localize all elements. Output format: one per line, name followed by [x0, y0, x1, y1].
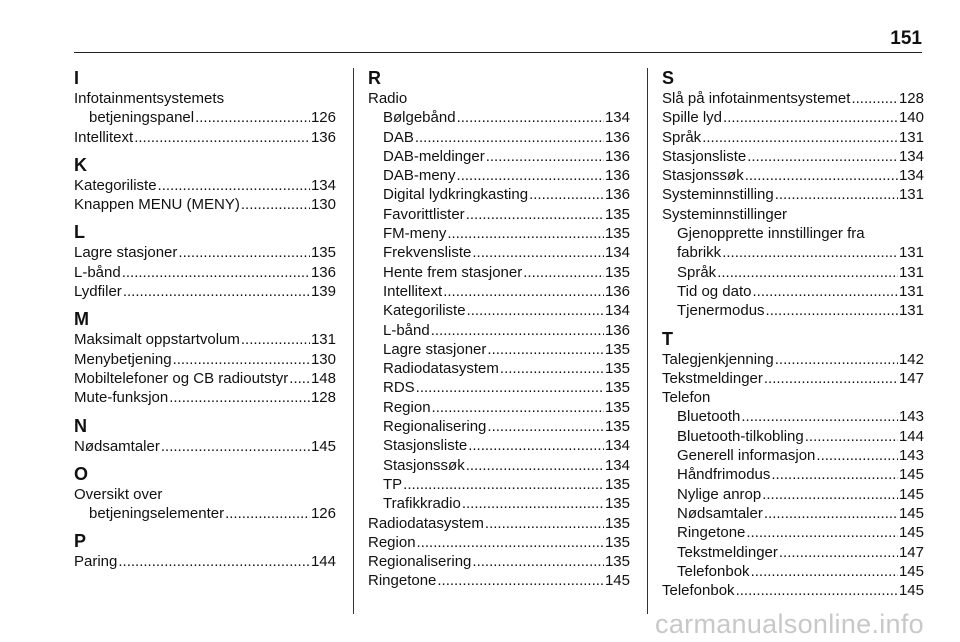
entry-term: L-bånd: [74, 263, 121, 281]
entry-term: TP: [383, 475, 403, 493]
index-entry[interactable]: [74, 437, 336, 456]
entry-term: Tid og dato: [677, 282, 752, 300]
index-heading: Oversikt over: [74, 485, 163, 503]
index-heading: Radio: [368, 90, 408, 107]
index-subentry[interactable]: [662, 427, 924, 446]
entry-term: DAB-meny: [383, 167, 456, 185]
entry-page-number: 143: [898, 408, 924, 426]
dot-leader: [702, 128, 898, 147]
index-subentry[interactable]: [368, 359, 630, 378]
entry-page-number: 131: [898, 263, 924, 281]
index-letter-heading: T: [662, 328, 673, 349]
dot-leader: [122, 263, 310, 282]
entry-term: DAB: [383, 128, 414, 146]
index-entry[interactable]: [74, 282, 336, 301]
dot-leader: [195, 108, 310, 127]
dot-leader: [741, 407, 898, 426]
index-entry[interactable]: [662, 581, 924, 600]
index-entry[interactable]: [74, 243, 336, 262]
dot-leader: [723, 108, 898, 127]
index-subheading: Gjenopprette innstillinger fra: [677, 225, 865, 243]
entry-term: Generell informasjon: [677, 447, 816, 465]
entry-page-number: 128: [898, 90, 924, 107]
entry-term: Nødsamtaler: [74, 437, 160, 455]
entry-term: Digital lydkringkasting: [383, 186, 529, 204]
index-heading: Infotainmentsystemets: [74, 90, 225, 107]
index-entry[interactable]: [368, 552, 630, 571]
dot-leader: [467, 301, 604, 320]
dot-leader: [775, 350, 898, 369]
entry-term: Telefonbok: [662, 582, 735, 600]
entry-term: Lydfiler: [74, 283, 122, 301]
dot-leader: [500, 359, 604, 378]
entry-term: Intellitext: [74, 128, 134, 146]
column-divider: [647, 68, 648, 614]
index-subentry[interactable]: [74, 108, 336, 127]
index-entry[interactable]: [662, 128, 924, 147]
index-letter-heading: L: [74, 222, 85, 243]
entry-term: Bluetooth-tilkobling: [677, 427, 804, 445]
entry-page-number: 145: [898, 562, 924, 580]
dot-leader: [169, 388, 310, 407]
entry-term: Bølgebånd: [383, 109, 456, 127]
dot-leader: [487, 340, 604, 359]
dot-leader: [816, 446, 898, 465]
index-subentry[interactable]: [662, 485, 924, 504]
index-heading: Systeminnstillinger: [662, 205, 788, 223]
entry-page-number: 135: [604, 475, 630, 493]
index-subentry[interactable]: [74, 504, 336, 523]
entry-page-number: 131: [898, 244, 924, 262]
index-entry[interactable]: [74, 350, 336, 369]
index-subentry[interactable]: [368, 263, 630, 282]
entry-page-number: 130: [310, 196, 336, 214]
index-entry[interactable]: [74, 128, 336, 147]
index-subentry[interactable]: [368, 301, 630, 320]
entry-page-number: 144: [310, 553, 336, 571]
entry-term: Hente frem stasjoner: [383, 263, 523, 281]
entry-term: RDS: [383, 379, 415, 397]
dot-leader: [173, 350, 310, 369]
index-letter-heading: S: [662, 68, 675, 88]
entry-term: Radiodatasystem: [383, 360, 499, 378]
entry-term: Menybetjening: [74, 350, 172, 368]
dot-leader: [717, 263, 898, 282]
entry-page-number: 136: [604, 147, 630, 165]
index-letter-heading: I: [74, 68, 80, 88]
entry-page-number: 135: [604, 379, 630, 397]
entry-page-number: 135: [604, 340, 630, 358]
index-entry[interactable]: [74, 388, 336, 407]
entry-page-number: 131: [898, 128, 924, 146]
index-entry[interactable]: [662, 108, 924, 127]
dot-leader: [747, 147, 898, 166]
index-entry[interactable]: [368, 514, 630, 533]
entry-page-number: 126: [310, 505, 336, 523]
entry-page-number: 135: [604, 263, 630, 281]
dot-leader: [486, 147, 604, 166]
entry-page-number: 142: [898, 350, 924, 368]
entry-page-number: 143: [898, 447, 924, 465]
column-divider: [353, 68, 354, 614]
entry-term: Knappen MENU (MENY): [74, 196, 240, 214]
entry-page-number: 134: [604, 456, 630, 474]
index-entry[interactable]: [662, 350, 924, 369]
dot-leader: [225, 504, 310, 523]
index-entry[interactable]: [662, 147, 924, 166]
entry-page-number: 136: [604, 128, 630, 146]
entry-page-number: 135: [310, 244, 336, 262]
index-subentry[interactable]: [368, 185, 630, 204]
entry-term: Favorittlister: [383, 205, 465, 223]
entry-page-number: 136: [604, 321, 630, 339]
entry-term: Telefonbok: [677, 562, 750, 580]
entry-term: Tekstmeldinger: [662, 369, 763, 387]
entry-term: Tjenermodus: [677, 302, 765, 320]
entry-page-number: 135: [604, 360, 630, 378]
entry-page-number: 131: [898, 282, 924, 300]
dot-leader: [523, 263, 604, 282]
index-subentry[interactable]: [368, 398, 630, 417]
entry-term: Systeminnstilling: [662, 186, 774, 204]
index-subentry[interactable]: [368, 205, 630, 224]
dot-leader: [487, 417, 604, 436]
dot-leader: [722, 243, 898, 262]
dot-leader: [417, 533, 604, 552]
dot-leader: [415, 128, 604, 147]
entry-page-number: 136: [604, 282, 630, 300]
dot-leader: [771, 465, 898, 484]
index-subentry[interactable]: [368, 166, 630, 185]
entry-term: Stasjonsliste: [383, 437, 468, 455]
entry-page-number: 144: [898, 427, 924, 445]
entry-page-number: 135: [604, 553, 630, 571]
entry-page-number: 135: [604, 205, 630, 223]
watermark: carmanualsonline.info: [655, 609, 924, 639]
dot-leader: [161, 437, 310, 456]
entry-term: Tekstmeldinger: [677, 543, 778, 561]
entry-page-number: 130: [310, 350, 336, 368]
entry-term: Språk: [662, 128, 702, 146]
dot-leader: [289, 369, 310, 388]
dot-leader: [447, 224, 604, 243]
entry-page-number: 135: [604, 533, 630, 551]
entry-page-number: 145: [310, 437, 336, 455]
index-entry[interactable]: [74, 552, 336, 571]
entry-page-number: 136: [310, 128, 336, 146]
dot-leader: [751, 562, 898, 581]
entry-page-number: 140: [898, 109, 924, 127]
dot-leader: [736, 581, 898, 600]
dot-leader: [466, 456, 604, 475]
dot-leader: [851, 89, 898, 108]
entry-term: Ringetone: [677, 524, 746, 542]
entry-page-number: 136: [604, 186, 630, 204]
index-subentry[interactable]: [368, 147, 630, 166]
index-subentry[interactable]: [662, 465, 924, 484]
index-subentry[interactable]: [662, 407, 924, 426]
index-subentry[interactable]: [368, 224, 630, 243]
index-entry[interactable]: [74, 195, 336, 214]
index-subentry[interactable]: [368, 243, 630, 262]
index-entry[interactable]: [662, 89, 924, 108]
entry-term: Region: [383, 398, 431, 416]
index-subentry[interactable]: [662, 523, 924, 542]
entry-term: Mute-funksjon: [74, 389, 169, 407]
entry-page-number: 135: [604, 225, 630, 243]
entry-page-number: 139: [310, 283, 336, 301]
dot-leader: [457, 108, 604, 127]
dot-leader: [762, 485, 898, 504]
index-letter-heading: N: [74, 415, 87, 436]
dot-leader: [123, 282, 310, 301]
dot-leader: [431, 321, 604, 340]
dot-leader: [764, 369, 898, 388]
entry-term: Slå på infotainmentsystemet: [662, 90, 851, 107]
index-entry[interactable]: [368, 571, 630, 590]
index-entry[interactable]: [74, 369, 336, 388]
dot-leader: [443, 282, 604, 301]
dot-leader: [468, 436, 604, 455]
dot-leader: [462, 494, 604, 513]
entry-page-number: 134: [898, 147, 924, 165]
dot-leader: [466, 205, 604, 224]
entry-page-number: 134: [604, 302, 630, 320]
index-subentry[interactable]: [368, 494, 630, 513]
dot-leader: [766, 301, 898, 320]
entry-page-number: 145: [898, 504, 924, 522]
entry-term: Ringetone: [368, 572, 437, 590]
index-subentry[interactable]: [662, 446, 924, 465]
entry-page-number: 145: [604, 572, 630, 590]
entry-term: Spille lyd: [662, 109, 723, 127]
index-subentry[interactable]: [368, 475, 630, 494]
entry-page-number: 134: [604, 437, 630, 455]
index-entry[interactable]: [74, 263, 336, 282]
dot-leader: [118, 552, 310, 571]
entry-term: FM-meny: [383, 225, 447, 243]
dot-leader: [416, 378, 604, 397]
dot-leader: [403, 475, 604, 494]
entry-page-number: 135: [604, 514, 630, 532]
index-letter-heading: R: [368, 68, 381, 88]
index-subentry[interactable]: [368, 436, 630, 455]
entry-term: Frekvensliste: [383, 244, 472, 262]
entry-term: Nylige anrop: [677, 485, 762, 503]
index-subentry[interactable]: [368, 282, 630, 301]
dot-leader: [457, 166, 604, 185]
index-entry[interactable]: [74, 176, 336, 195]
entry-page-number: 147: [898, 369, 924, 387]
index-subentry[interactable]: [662, 263, 924, 282]
index-subentry[interactable]: [662, 301, 924, 320]
entry-term: Bluetooth: [677, 408, 741, 426]
index-entry[interactable]: [662, 369, 924, 388]
entry-term: fabrikk: [677, 244, 722, 262]
entry-page-number: 135: [604, 495, 630, 513]
entry-term: Regionalisering: [368, 553, 472, 571]
dot-leader: [764, 504, 898, 523]
entry-page-number: 134: [604, 244, 630, 262]
entry-term: betjeningspanel: [89, 109, 195, 127]
entry-page-number: 136: [604, 167, 630, 185]
entry-page-number: 145: [898, 466, 924, 484]
entry-term: Språk: [677, 263, 717, 281]
entry-term: Intellitext: [383, 282, 443, 300]
index-subentry[interactable]: [662, 282, 924, 301]
index-subentry[interactable]: [368, 128, 630, 147]
index-letter-heading: O: [74, 463, 89, 484]
dot-leader: [432, 398, 604, 417]
index-subentry[interactable]: [368, 456, 630, 475]
index-letter-heading: M: [74, 309, 89, 330]
index-entry[interactable]: [662, 185, 924, 204]
dot-leader: [805, 427, 898, 446]
entry-page-number: 136: [310, 263, 336, 281]
entry-term: Maksimalt oppstartvolum: [74, 331, 240, 349]
entry-page-number: 131: [310, 331, 336, 349]
entry-term: Mobiltelefoner og CB radioutstyr: [74, 369, 289, 387]
entry-term: Region: [368, 533, 416, 551]
dot-leader: [775, 185, 898, 204]
index-subentry[interactable]: [368, 108, 630, 127]
dot-leader: [529, 185, 604, 204]
entry-page-number: 135: [604, 398, 630, 416]
entry-term: Trafikkradio: [383, 495, 461, 513]
entry-term: Regionalisering: [383, 418, 487, 436]
index-subentry[interactable]: [368, 321, 630, 340]
entry-term: betjeningselementer: [89, 505, 225, 523]
entry-term: Stasjonssøk: [662, 167, 744, 185]
dot-leader: [472, 552, 604, 571]
entry-page-number: 145: [898, 524, 924, 542]
entry-term: Kategoriliste: [74, 176, 157, 194]
dot-leader: [485, 514, 604, 533]
dot-leader: [745, 166, 898, 185]
index-entry[interactable]: [74, 330, 336, 349]
index-entry[interactable]: [662, 166, 924, 185]
entry-term: Radiodatasystem: [368, 514, 484, 532]
entry-page-number: 131: [898, 302, 924, 320]
entry-term: Håndfrimodus: [677, 466, 771, 484]
entry-term: Nødsamtaler: [677, 504, 763, 522]
header-rule: [74, 52, 922, 53]
entry-term: DAB-meldinger: [383, 147, 485, 165]
index-subentry[interactable]: [662, 504, 924, 523]
dot-leader: [753, 282, 898, 301]
dot-leader: [472, 243, 604, 262]
entry-page-number: 134: [310, 176, 336, 194]
index-subentry[interactable]: [368, 417, 630, 436]
dot-leader: [241, 330, 310, 349]
dot-leader: [779, 543, 898, 562]
entry-term: Lagre stasjoner: [383, 340, 487, 358]
index-subentry[interactable]: [662, 562, 924, 581]
index-letter-heading: P: [74, 531, 87, 552]
dot-leader: [134, 128, 310, 147]
index-entry[interactable]: [368, 533, 630, 552]
entry-page-number: 134: [898, 167, 924, 185]
index-subentry[interactable]: [662, 243, 924, 262]
entry-page-number: 145: [898, 485, 924, 503]
entry-page-number: 148: [310, 369, 336, 387]
dot-leader: [746, 523, 898, 542]
index-column-1: [74, 68, 336, 572]
dot-leader: [437, 571, 604, 590]
entry-term: Stasjonsliste: [662, 147, 747, 165]
entry-page-number: 145: [898, 582, 924, 600]
entry-page-number: 131: [898, 186, 924, 204]
dot-leader: [241, 195, 310, 214]
entry-term: Stasjonssøk: [383, 456, 465, 474]
index-letter-heading: K: [74, 154, 87, 175]
entry-page-number: 134: [604, 109, 630, 127]
page-number: 151: [890, 28, 922, 49]
entry-term: Talegjenkjenning: [662, 350, 774, 368]
dot-leader: [178, 243, 310, 262]
index-subentry[interactable]: [662, 543, 924, 562]
entry-page-number: 126: [310, 109, 336, 127]
index-heading: Telefon: [662, 389, 711, 407]
index-column-2: [368, 68, 630, 591]
index-column-3: [662, 68, 924, 600]
index-subentry[interactable]: [368, 378, 630, 397]
entry-term: Paring: [74, 553, 118, 571]
index-subentry[interactable]: [368, 340, 630, 359]
entry-page-number: 135: [604, 418, 630, 436]
entry-page-number: 128: [310, 389, 336, 407]
entry-page-number: 147: [898, 543, 924, 561]
entry-term: Lagre stasjoner: [74, 244, 178, 262]
entry-term: L-bånd: [383, 321, 430, 339]
dot-leader: [158, 176, 310, 195]
entry-term: Kategoriliste: [383, 302, 466, 320]
